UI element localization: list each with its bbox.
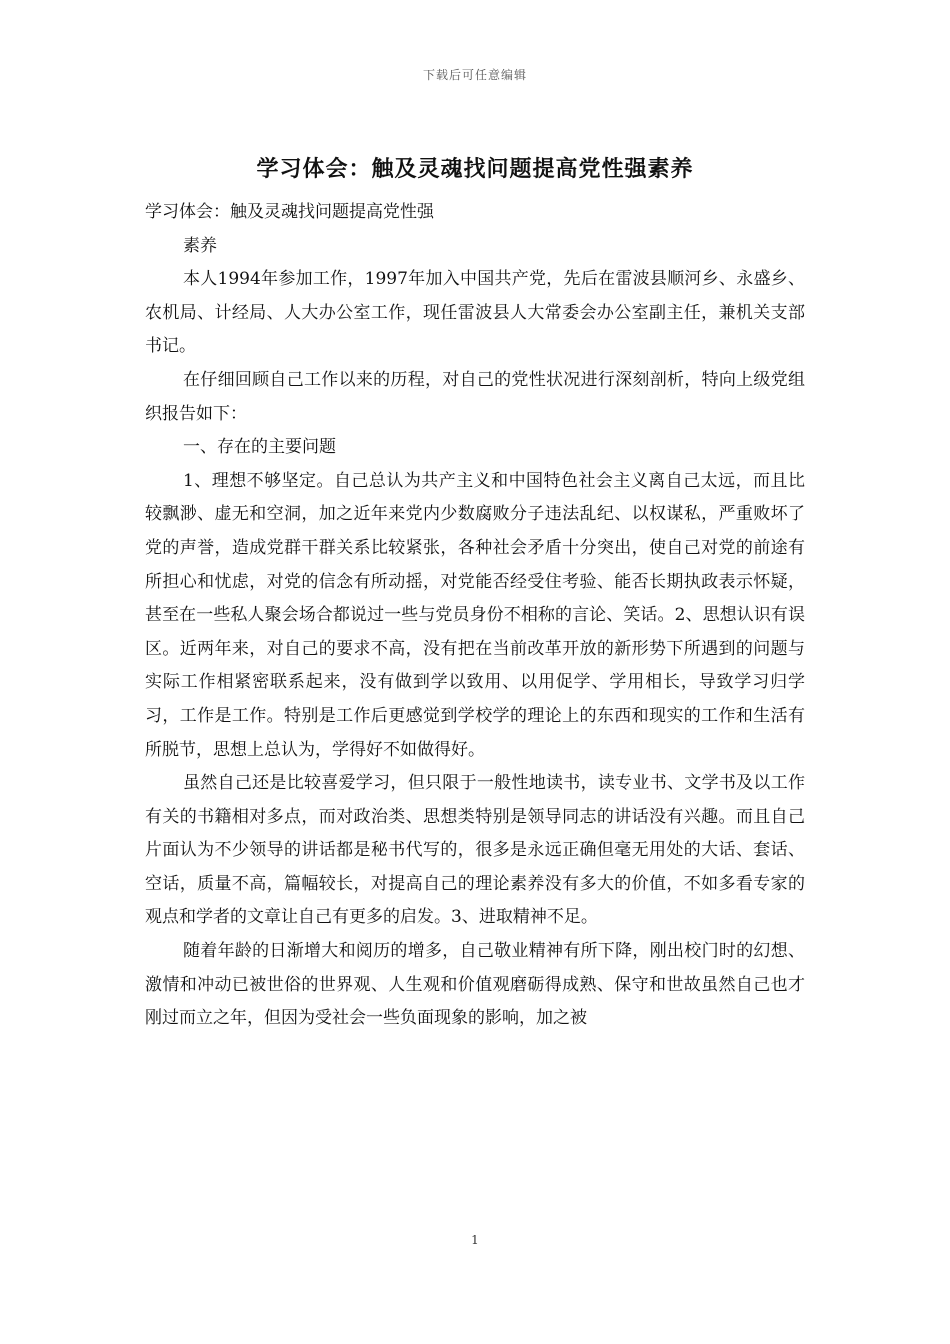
document-body: [145, 196, 805, 1036]
paragraph: 1、理想不够坚定。自己总认为共产主义和中国特色社会主义离自己太远，而且比较飘渺、虚无和空洞，加之近年来党内少数腐败分子违法乱纪、以权谋私，严重败坏了党的声誉，造成党群干群关系比较紧张，各种社会矛盾十分突出，使自己对党的前途有所担心和忧虑，对党的信念有所动摇，对党能否经受住考验、能否长期执政表示怀疑，甚至在一些私人聚会场合都说过一些与党员身份不相称的言论、笑话。2、思想认识有误区。近两年来，对自己的要求不高，没有把在当前改革开放的新形势下所遇到的问题与实际工作相紧密联系起来，没有做到学以致用、以用促学、学用相长，导致学习归学习，工作是工作。特别是工作后更感觉到学校学的理论上的东西和现实的工作和生活有所脱节，思想上总认为，学得好不如做得好。: [145, 470, 805, 760]
paragraph: 学习体会：触及灵魂找问题提高党性强: [145, 202, 434, 222]
document-title: 学习体会：触及灵魂找问题提高党性强素养: [256, 156, 694, 182]
paragraph: 随着年龄的日渐增大和阅历的增多，自己敬业精神有所下降，刚出校门时的幻想、激情和冲动已被世俗的世界观、人生观和价值观磨砺得成熟、保守和世故虽然自己也才刚过而立之年，但因为受社会一些负面现象的影响，加之被: [145, 941, 805, 1029]
header-note: 下载后可任意编辑: [422, 68, 527, 82]
page-number: 1: [471, 1233, 479, 1247]
section-heading: 一、存在的主要问题: [183, 437, 336, 458]
paragraph: 在仔细回顾自己工作以来的历程，对自己的党性状况进行深刻剖析，特向上级党组织报告如下：: [145, 369, 805, 424]
paragraph: 虽然自己还是比较喜爱学习，但只限于一般性地读书，读专业书、文学书及以工作有关的书籍相对多点，而对政治类、思想类特别是领导同志的讲话没有兴趣。而且自己片面认为不少领导的讲话都是秘书代写的，很多是永远正确但毫无用处的大话、套话、空话，质量不高，篇幅较长，对提高自己的理论素养没有多大的价值，不如多看专家的观点和学者的文章让自己有更多的启发。3、进取精神不足。: [145, 773, 805, 928]
paragraph: 素养: [183, 235, 217, 256]
paragraph: 本人1994年参加工作，1997年加入中国共产党，先后在雷波县顺河乡、永盛乡、农机局、计经局、人大办公室工作，现任雷波县人大常委会办公室副主任，兼机关支部书记。: [145, 269, 805, 357]
